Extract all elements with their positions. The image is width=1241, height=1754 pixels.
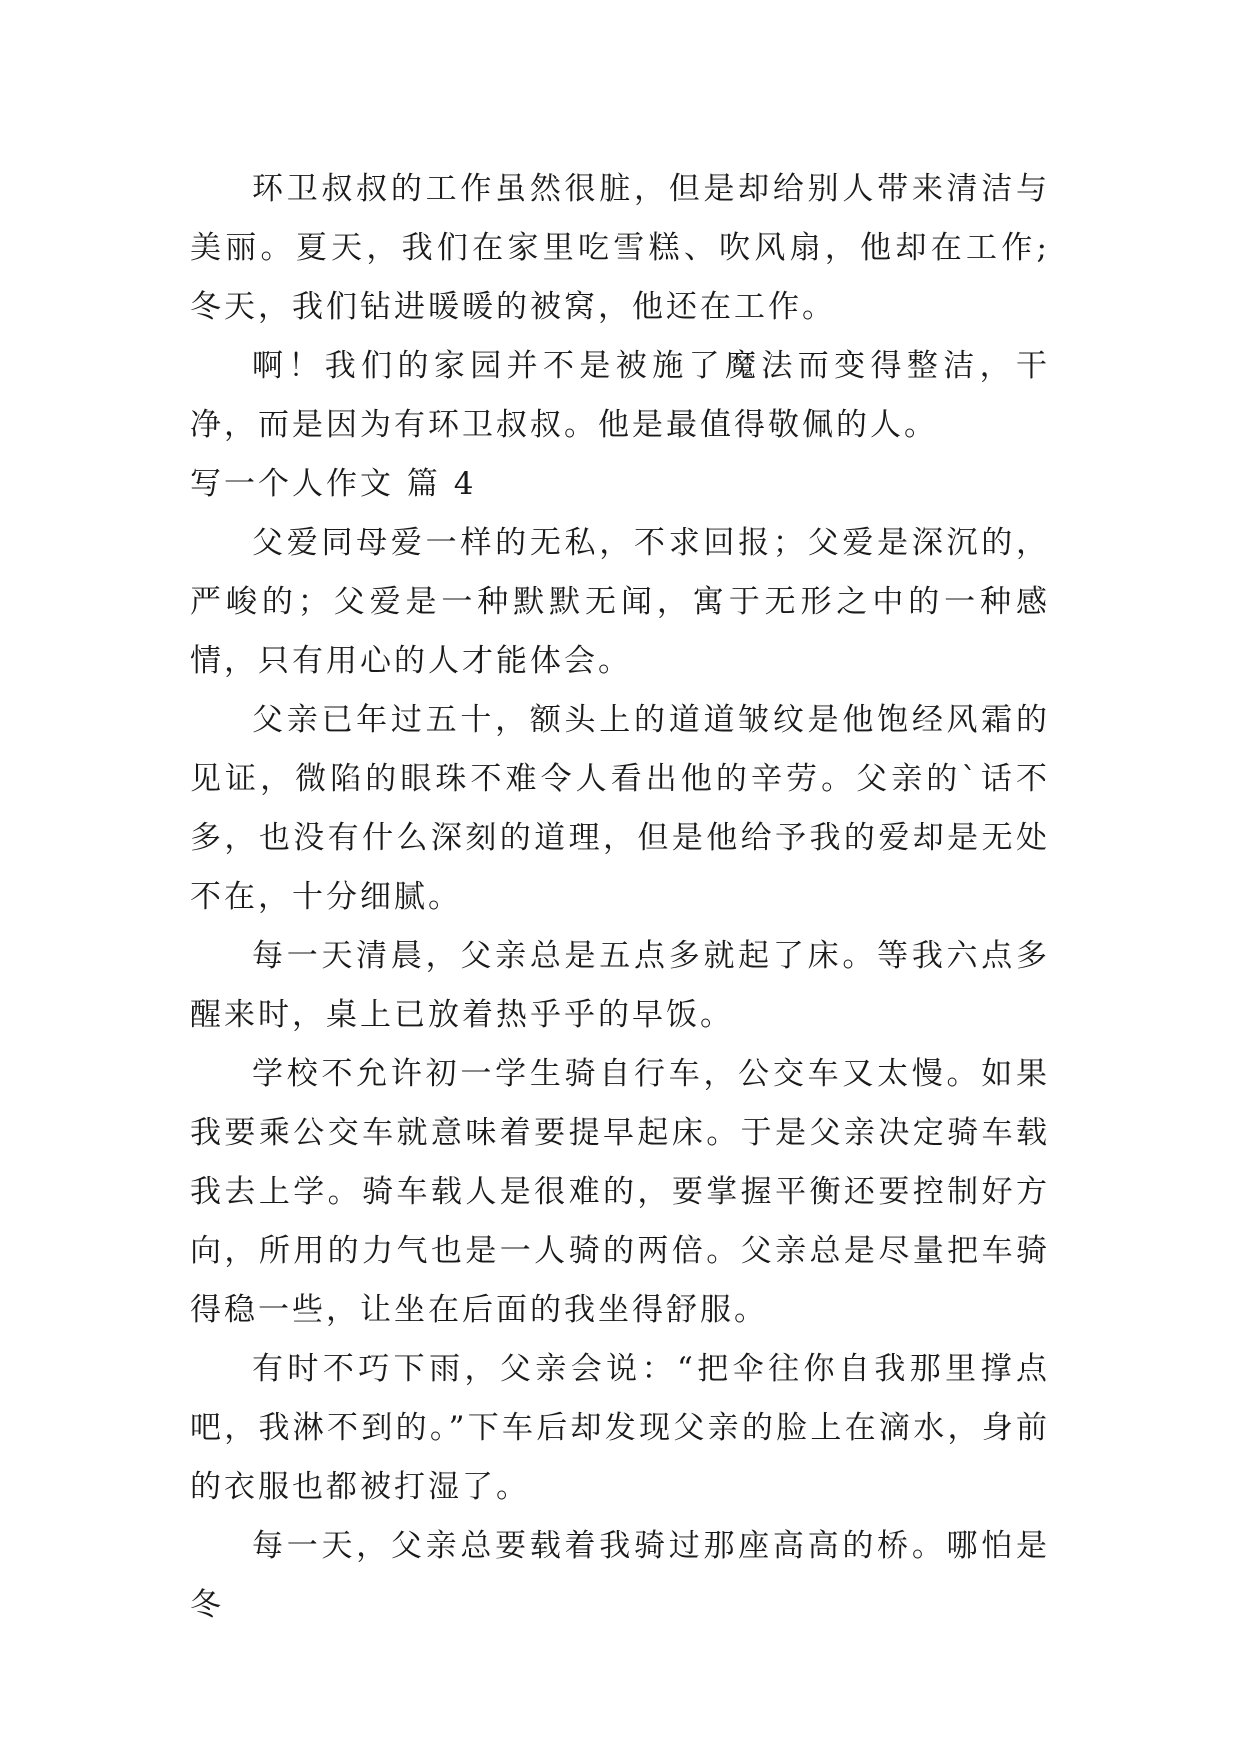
document-body xyxy=(190,160,1050,1635)
paragraph: 每一天，父亲总要载着我骑过那座高高的桥。哪怕是冬 xyxy=(190,1528,1050,1623)
paragraph: 有时不巧下雨，父亲会说：“把伞往你自我那里撑点吧，我淋不到的。”下车后却发现父亲的脸上在滴水，身前的衣服也都被打湿了。 xyxy=(190,1351,1050,1505)
paragraph: 学校不允许初一学生骑自行车，公交车又太慢。如果我要乘公交车就意味着要提早起床。于是父亲决定骑车载我去上学。骑车载人是很难的，要掌握平衡还要控制好方向，所用的力气也是一人骑的两倍。父亲总是尽量把车骑得稳一些，让坐在后面的我坐得舒服。 xyxy=(190,1056,1050,1328)
paragraph: 啊！我们的家园并不是被施了魔法而变得整洁，干净，而是因为有环卫叔叔。他是最值得敬佩的人。 xyxy=(190,348,1050,443)
paragraph: 父爱同母爱一样的无私，不求回报；父爱是深沉的，严峻的；父爱是一种默默无闻，寓于无形之中的一种感情，只有用心的人才能体会。 xyxy=(190,525,1050,679)
paragraph: 父亲已年过五十，额头上的道道皱纹是他饱经风霜的见证，微陷的眼珠不难令人看出他的辛劳。父亲的`话不多，也没有什么深刻的道理，但是他给予我的爱却是无处不在，十分细腻。 xyxy=(190,702,1050,915)
paragraph: 环卫叔叔的工作虽然很脏，但是却给别人带来清洁与美丽。夏天，我们在家里吃雪糕、吹风扇，他却在工作;冬天，我们钻进暖暖的被窝，他还在工作。 xyxy=(190,171,1050,325)
section-title: 写一个人作文 篇 4 xyxy=(190,466,477,502)
paragraph: 每一天清晨，父亲总是五点多就起了床。等我六点多醒来时，桌上已放着热乎乎的早饭。 xyxy=(190,938,1050,1033)
